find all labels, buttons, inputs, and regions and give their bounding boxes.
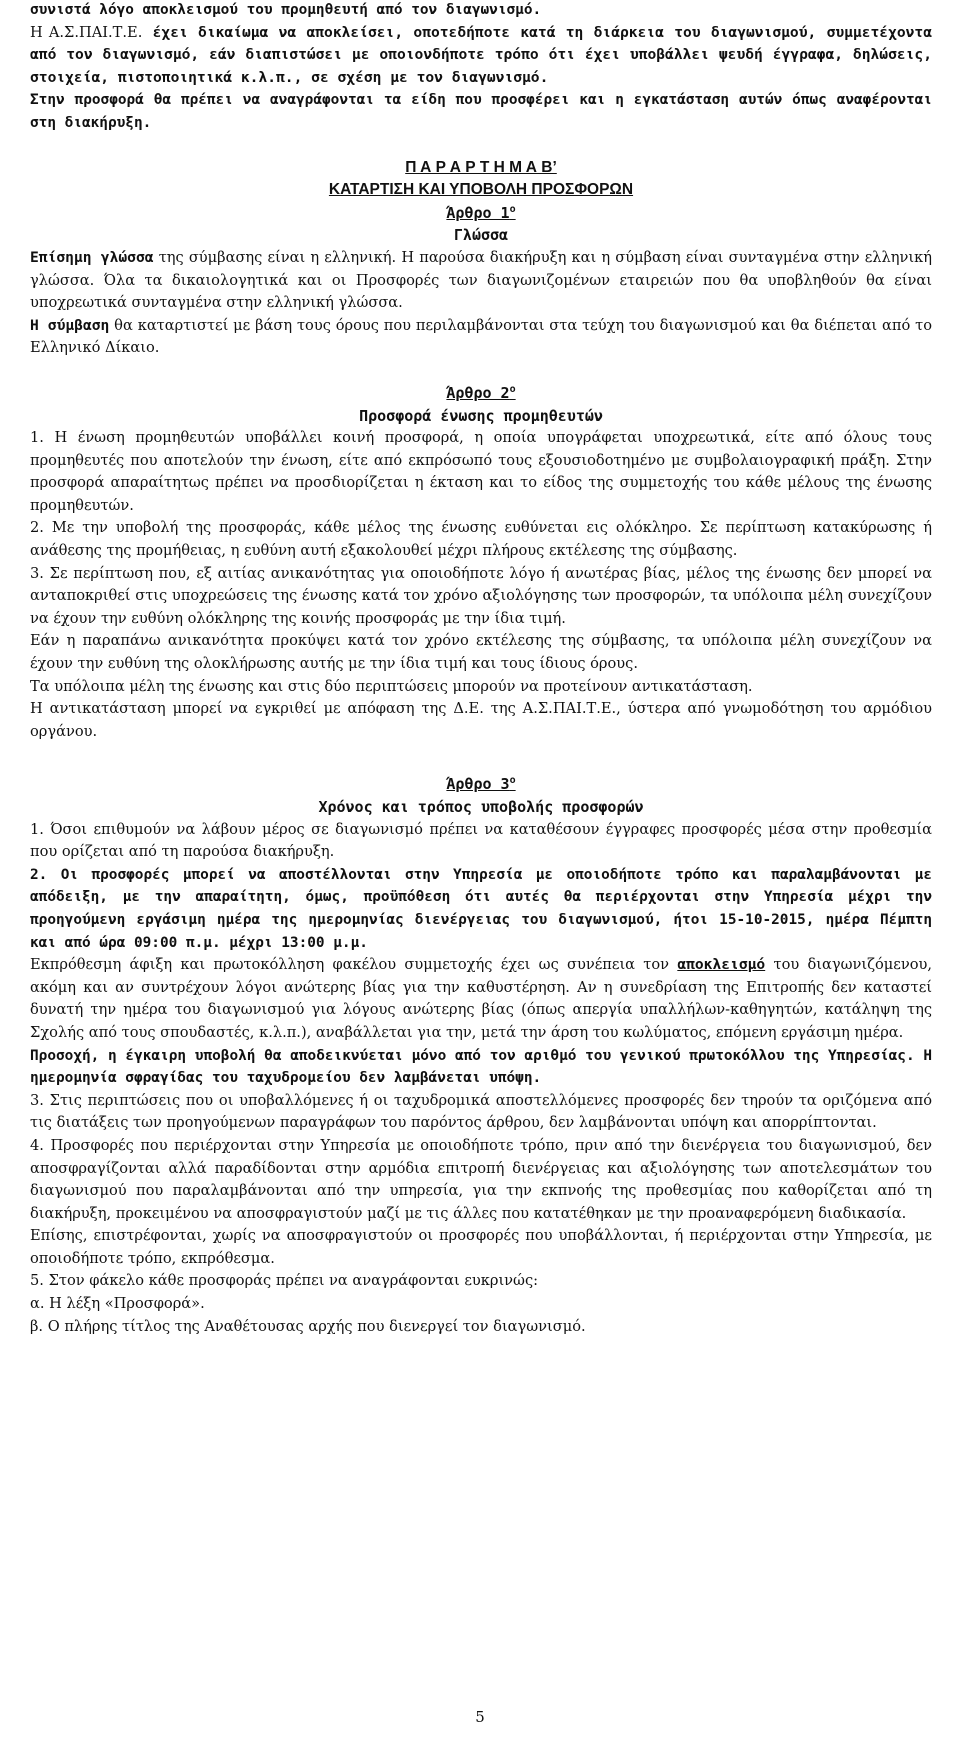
intro-paragraph-text: έχει δικαίωμα να αποκλείσει, οποτεδήποτε κατά τη διάρκεια του διαγωνισμού, συμμετέχοντα από τον διαγωνισμό, εάν διαπιστώσει με οποιονδήποτε τρόπο ότι έχει υποβάλλει ψευδή έγγραφα, δηλώσεις, στοιχεία, πιστοποιητικά κ.λ.π., σε σχέση με τον διαγωνισμό. [30, 23, 932, 86]
article-3-paragraph-1: 1. Όσοι επιθυμούν να λάβουν μέρος σε διαγωνισμό πρέπει να καταθέσουν έγγραφες προσφορές μέσα στην προθεσμία που ορίζεται από τη παρούσα διακήρυξη. [30, 820, 932, 861]
document-page [30, 0, 932, 1338]
page-number: 5 [475, 1708, 485, 1726]
article-3-paragraph-3: Εκπρόθεσμη άφιξη και πρωτοκόλληση φακέλου συμμετοχής έχει ως συνέπεια τον αποκλεισμό του διαγωνιζόμενου, ακόμη και αν συντρέχουν λόγοι ανώτερης βίας για την καθυστέρηση. Αν η συνεδρίαση της Επιτροπής δεν καταστεί δυνατή την ημέρα του διαγωνισμού για λόγους ανώτερης βίας (όπως απεργία υπαλλήλων-καθηγητών, κατάληψη της Σχολής από τους σπουδαστές, κ.λ.π.), αναβάλλεται για την, μετά την άρση του κωλύματος, επόμενη εργάσιμη ημέρα. [30, 956, 932, 1041]
intro-paragraph [30, 22, 932, 90]
exclusion-emphasis: αποκλεισμό [677, 956, 766, 974]
article-1-subtitle: Γλώσσα [453, 226, 509, 245]
article-2-paragraph-4: Εάν η παραπάνω ανικανότητα προκύψει κατά τον χρόνο εκτέλεσης της σύμβασης, τα υπόλοιπα μέλη συνεχίζουν να έχουν την ευθύνη της ολοκλήρωσης αυτής με την ίδια τιμή και τους ίδιους όρους. [30, 632, 932, 673]
article-1-paragraph-2: Η σύμβαση θα καταρτιστεί με βάση τους όρους που περιλαμβάνονται στα τεύχη του διαγωνισμού και θα διέπεται από το Ελληνικό Δίκαιο. [30, 316, 932, 357]
article-2-paragraph-1: 1. Η ένωση προμηθευτών υποβάλλει κοινή προσφορά, η οποία υπογράφεται υποχρεωτικά, είτε από όλους τους προμηθευτές που αποτελούν την ένωση, είτε από εκπρόσωπό τους εξουσιοδοτημένο με συμβολαιογραφική πράξη. Στην προσφορά απαραίτητως πρέπει να προσδιορίζεται η έκταση και το είδος της συμμετοχής του κάθε μέλους της ένωσης προμηθευτών. [30, 429, 932, 514]
article-3-paragraph-2: 2. Οι προσφορές μπορεί να αποστέλλονται στην Υπηρεσία με οποιοδήποτε τρόπο και παραλαμβάνονται με απόδειξη, με την απαραίτητη, όμως, προϋπόθεση ότι αυτές θα περιέρχονται στην Υπηρεσία μέχρι την προηγούμενη εργάσιμη ημέρα της ημερομηνίας διενέργειας του διαγωνισμού, ήτοι 15-10-2015, ημέρα Πέμπτη και από ώρα 09:00 π.μ. μέχρι 13:00 μ.μ. [30, 866, 932, 951]
article-2-paragraph-2: 2. Με την υποβολή της προσφοράς, κάθε μέλος της ένωσης ευθύνεται εις ολόκληρο. Σε περίπτωση κατακύρωσης ή ανάθεσης της προμήθειας, η ευθύνη αυτή εξακολουθεί μέχρι πλήρους εκτέλεσης της σύμβασης. [30, 519, 932, 560]
article-2-subtitle: Προσφορά ένωσης προμηθευτών [359, 406, 603, 425]
article-1-heading: Άρθρο $1^o$ [446, 203, 516, 222]
article-2-paragraph-5: Τα υπόλοιπα μέλη της ένωσης και στις δύο περιπτώσεις μπορούν να προτείνουν αντικατάσταση. [30, 677, 753, 695]
article-3-heading: Άρθρο $3^o$ [446, 775, 516, 794]
article-3-paragraph-5: 3. Στις περιπτώσεις που οι υποβαλλόμενες ή οι ταχυδρομικά αποστελλόμενες προσφορές δεν τηρούν τα οριζόμενα από τις διατάξεις των προηγούμενων παραγράφων του παρόντος άρθρου, δεν λαμβάνονται υπόψη και απορρίπτονται. [30, 1091, 932, 1132]
appendix-label: Π Α Ρ Α Ρ Τ Η Μ Α Β’ [405, 158, 557, 176]
official-language-label: Επίσημη γλώσσα [30, 248, 154, 266]
intro-offer-note: Στην προσφορά θα πρέπει να αναγράφονται τα είδη που προσφέρει και η εγκατάσταση αυτών όπως αναφέρονται στη διακήρυξη. [30, 92, 932, 131]
article-3-paragraph-8: 5. Στον φάκελο κάθε προσφοράς πρέπει να αναγράφονται ευκρινώς: [30, 1272, 539, 1290]
article-3-attention-note: Προσοχή, η έγκαιρη υποβολή θα αποδεικνύεται μόνο από τον αριθμό του γενικού πρωτοκόλλου της Υπηρεσίας. Η ημερομηνία σφραγίδας του ταχυδρομείου δεν λαμβάνεται υπόψη. [30, 1047, 932, 1087]
article-3-subtitle: Χρόνος και τρόπος υποβολής προσφορών [318, 798, 644, 816]
article-3-item-a: α. Η λέξη «Προσφορά». [30, 1295, 205, 1313]
article-1-paragraph-1: Επίσημη γλώσσα της σύμβασης είναι η ελληνική. Η παρούσα διακήρυξη και η σύμβαση είναι συνταγμένα στην ελληνική γλώσσα. Όλα τα δικαιολογητικά και οι Προσφορές των διαγωνιζομένων εταιρειών που θα υποβληθούν θα είναι υποχρεωτικά συνταγμένα στην ελληνική γλώσσα. [30, 248, 932, 312]
org-abbrev: Η Α.Σ.ΠΑΙ.Τ.Ε. [30, 23, 143, 41]
intro-line-1: συνιστά λόγο αποκλεισμού του προμηθευτή από τον διαγωνισμό. [30, 2, 542, 18]
article-2-paragraph-6: Η αντικατάσταση μπορεί να εγκριθεί με απόφαση της Δ.Ε. της Α.Σ.ΠΑΙ.Τ.Ε., ύστερα από γνωμοδότηση του αρμόδιου οργάνου. [30, 700, 932, 740]
article-3-paragraph-6: 4. Προσφορές που περιέρχονται στην Υπηρεσία με οποιοδήποτε τρόπο, πριν από την διενέργεια του διαγωνισμού, δεν αποσφραγίζονται αλλά παραδίδονται στην αρμόδια επιτροπή διενέργειας και αξιολόγησης των αποτελεσμάτων του διαγωνισμού που παραλαμβάνονται από την υπηρεσία, για την εκπνοής της προθεσμίας που καθορίζεται από τη διακήρυξη, προκειμένου να αποσφραγιστούν μαζί με τις άλλες που κατατέθηκαν με την προαναφερόμενη διαδικασία. [30, 1136, 932, 1222]
article-3-item-b: β. Ο πλήρης τίτλος της Αναθέτουσας αρχής που διενεργεί τον διαγωνισμό. [30, 1317, 586, 1335]
article-2-heading: Άρθρο $2^o$ [446, 383, 516, 402]
article-2-paragraph-3: 3. Σε περίπτωση που, εξ αιτίας ανικανότητας για οποιοδήποτε λόγο ή ανωτέρας βίας, μέλος της ένωσης δεν μπορεί να ανταποκριθεί στις υποχρεώσεις της ένωσης κατά τον χρόνο αξιολόγησης των προσφορών, τα υπόλοιπα μέλη συνεχίζουν να έχουν την ευθύνη ολόκληρης της κοινής προσφοράς με την ίδια τιμή. [30, 564, 932, 627]
contract-label: Η σύμβαση [30, 316, 110, 334]
article-3-paragraph-7: Επίσης, επιστρέφονται, χωρίς να αποσφραγιστούν οι προσφορές που υποβάλλονται, ή περιέρχονται στην Υπηρεσία, με οποιοδήποτε τρόπο, εκπρόθεσμα. [30, 1227, 932, 1267]
appendix-title: ΚΑΤΑΡΤΙΣΗ ΚΑΙ ΥΠΟΒΟΛΗ ΠΡΟΣΦΟΡΩΝ [328, 181, 634, 199]
